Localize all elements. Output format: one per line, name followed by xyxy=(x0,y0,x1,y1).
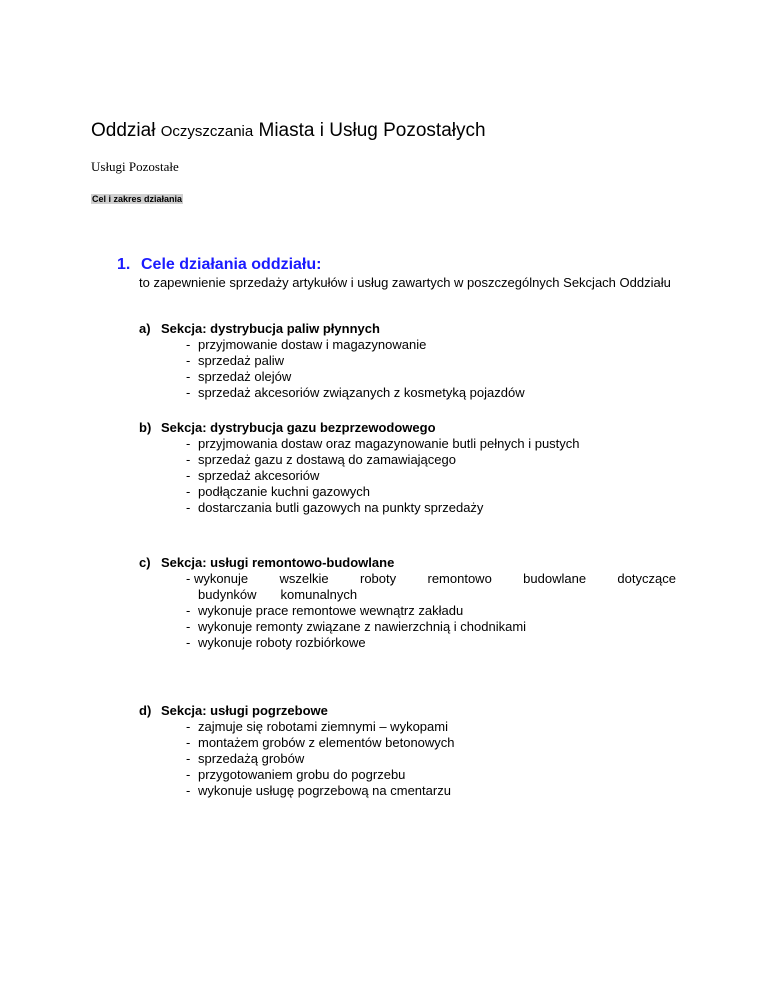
heading-number: 1. xyxy=(117,256,131,273)
list-item: - wykonuje prace remontowe wewnątrz zakładu xyxy=(186,603,526,619)
section-a-title: Sekcja: dystrybucja paliw płynnych xyxy=(161,321,380,336)
list-item: - zajmuje się robotami ziemnymi – wykopami xyxy=(186,719,455,735)
section-c-heading xyxy=(139,555,394,571)
section-tag: Cel i zakres działania xyxy=(92,194,183,204)
intro-paragraph: to zapewnienie sprzedaży artykułów i usług zawartych w poszczególnych Sekcjach Oddziału xyxy=(139,275,671,290)
main-heading xyxy=(117,256,321,274)
section-b-heading xyxy=(139,420,436,436)
justified-word: remontowo xyxy=(427,571,492,586)
list-item: - podłączanie kuchni gazowych xyxy=(186,484,580,500)
document-subtitle: Usługi Pozostałe xyxy=(91,159,179,174)
document-title xyxy=(91,120,486,142)
section-c-title: Sekcja: usługi remontowo-budowlane xyxy=(161,555,395,570)
list-item: - dostarczania butli gazowych na punkty sprzedaży xyxy=(186,500,580,516)
list-item: - wykonuje remonty związane z nawierzchnią i chodnikami xyxy=(186,619,526,635)
section-d-letter: d) xyxy=(139,703,152,718)
list-item: - sprzedaż paliw xyxy=(186,353,525,369)
section-c-list xyxy=(186,603,526,651)
justified-word: - wykonuje xyxy=(186,571,249,586)
section-a-heading xyxy=(139,321,380,337)
list-item: - sprzedaż akcesoriów xyxy=(186,468,580,484)
list-item: - sprzedażą grobów xyxy=(186,751,455,767)
section-a-letter: a) xyxy=(139,321,151,336)
justified-word: dotyczące xyxy=(617,571,676,586)
title-part-3: Miasta i Usług Pozostałych xyxy=(253,120,486,141)
title-part-1: Oddział xyxy=(91,120,161,141)
section-d-heading xyxy=(139,703,328,719)
list-item: - przyjmowania dostaw oraz magazynowanie butli pełnych i pustych xyxy=(186,436,580,452)
section-d-list xyxy=(186,719,455,799)
list-item: - przyjmowanie dostaw i magazynowanie xyxy=(186,337,525,353)
section-a-list xyxy=(186,337,525,401)
list-item: - montażem grobów z elementów betonowych xyxy=(186,735,455,751)
continuation-word: budynków xyxy=(198,587,257,602)
section-c-letter: c) xyxy=(139,555,151,570)
section-c-justified-line xyxy=(186,571,676,587)
continuation-word: komunalnych xyxy=(280,587,358,602)
list-item: - sprzedaż akcesoriów związanych z kosmetyką pojazdów xyxy=(186,385,525,401)
section-b-letter: b) xyxy=(139,420,152,435)
justified-word: roboty xyxy=(359,571,397,586)
section-d-title: Sekcja: usługi pogrzebowe xyxy=(161,703,328,718)
list-item: - wykonuje roboty rozbiórkowe xyxy=(186,635,526,651)
justified-word: budowlane xyxy=(523,571,587,586)
title-part-2: Oczyszczania xyxy=(160,123,254,140)
list-item: - wykonuje usługę pogrzebową na cmentarzu xyxy=(186,783,455,799)
list-item: - sprzedaż olejów xyxy=(186,369,525,385)
justified-word: wszelkie xyxy=(279,571,329,586)
section-c-continuation-line xyxy=(198,587,357,603)
list-item: - przygotowaniem grobu do pogrzebu xyxy=(186,767,455,783)
list-item: - sprzedaż gazu z dostawą do zamawiającego xyxy=(186,452,580,468)
heading-text: Cele działania oddziału: xyxy=(141,256,322,273)
section-b-list xyxy=(186,436,580,516)
section-b-title: Sekcja: dystrybucja gazu bezprzewodowego xyxy=(161,420,436,435)
